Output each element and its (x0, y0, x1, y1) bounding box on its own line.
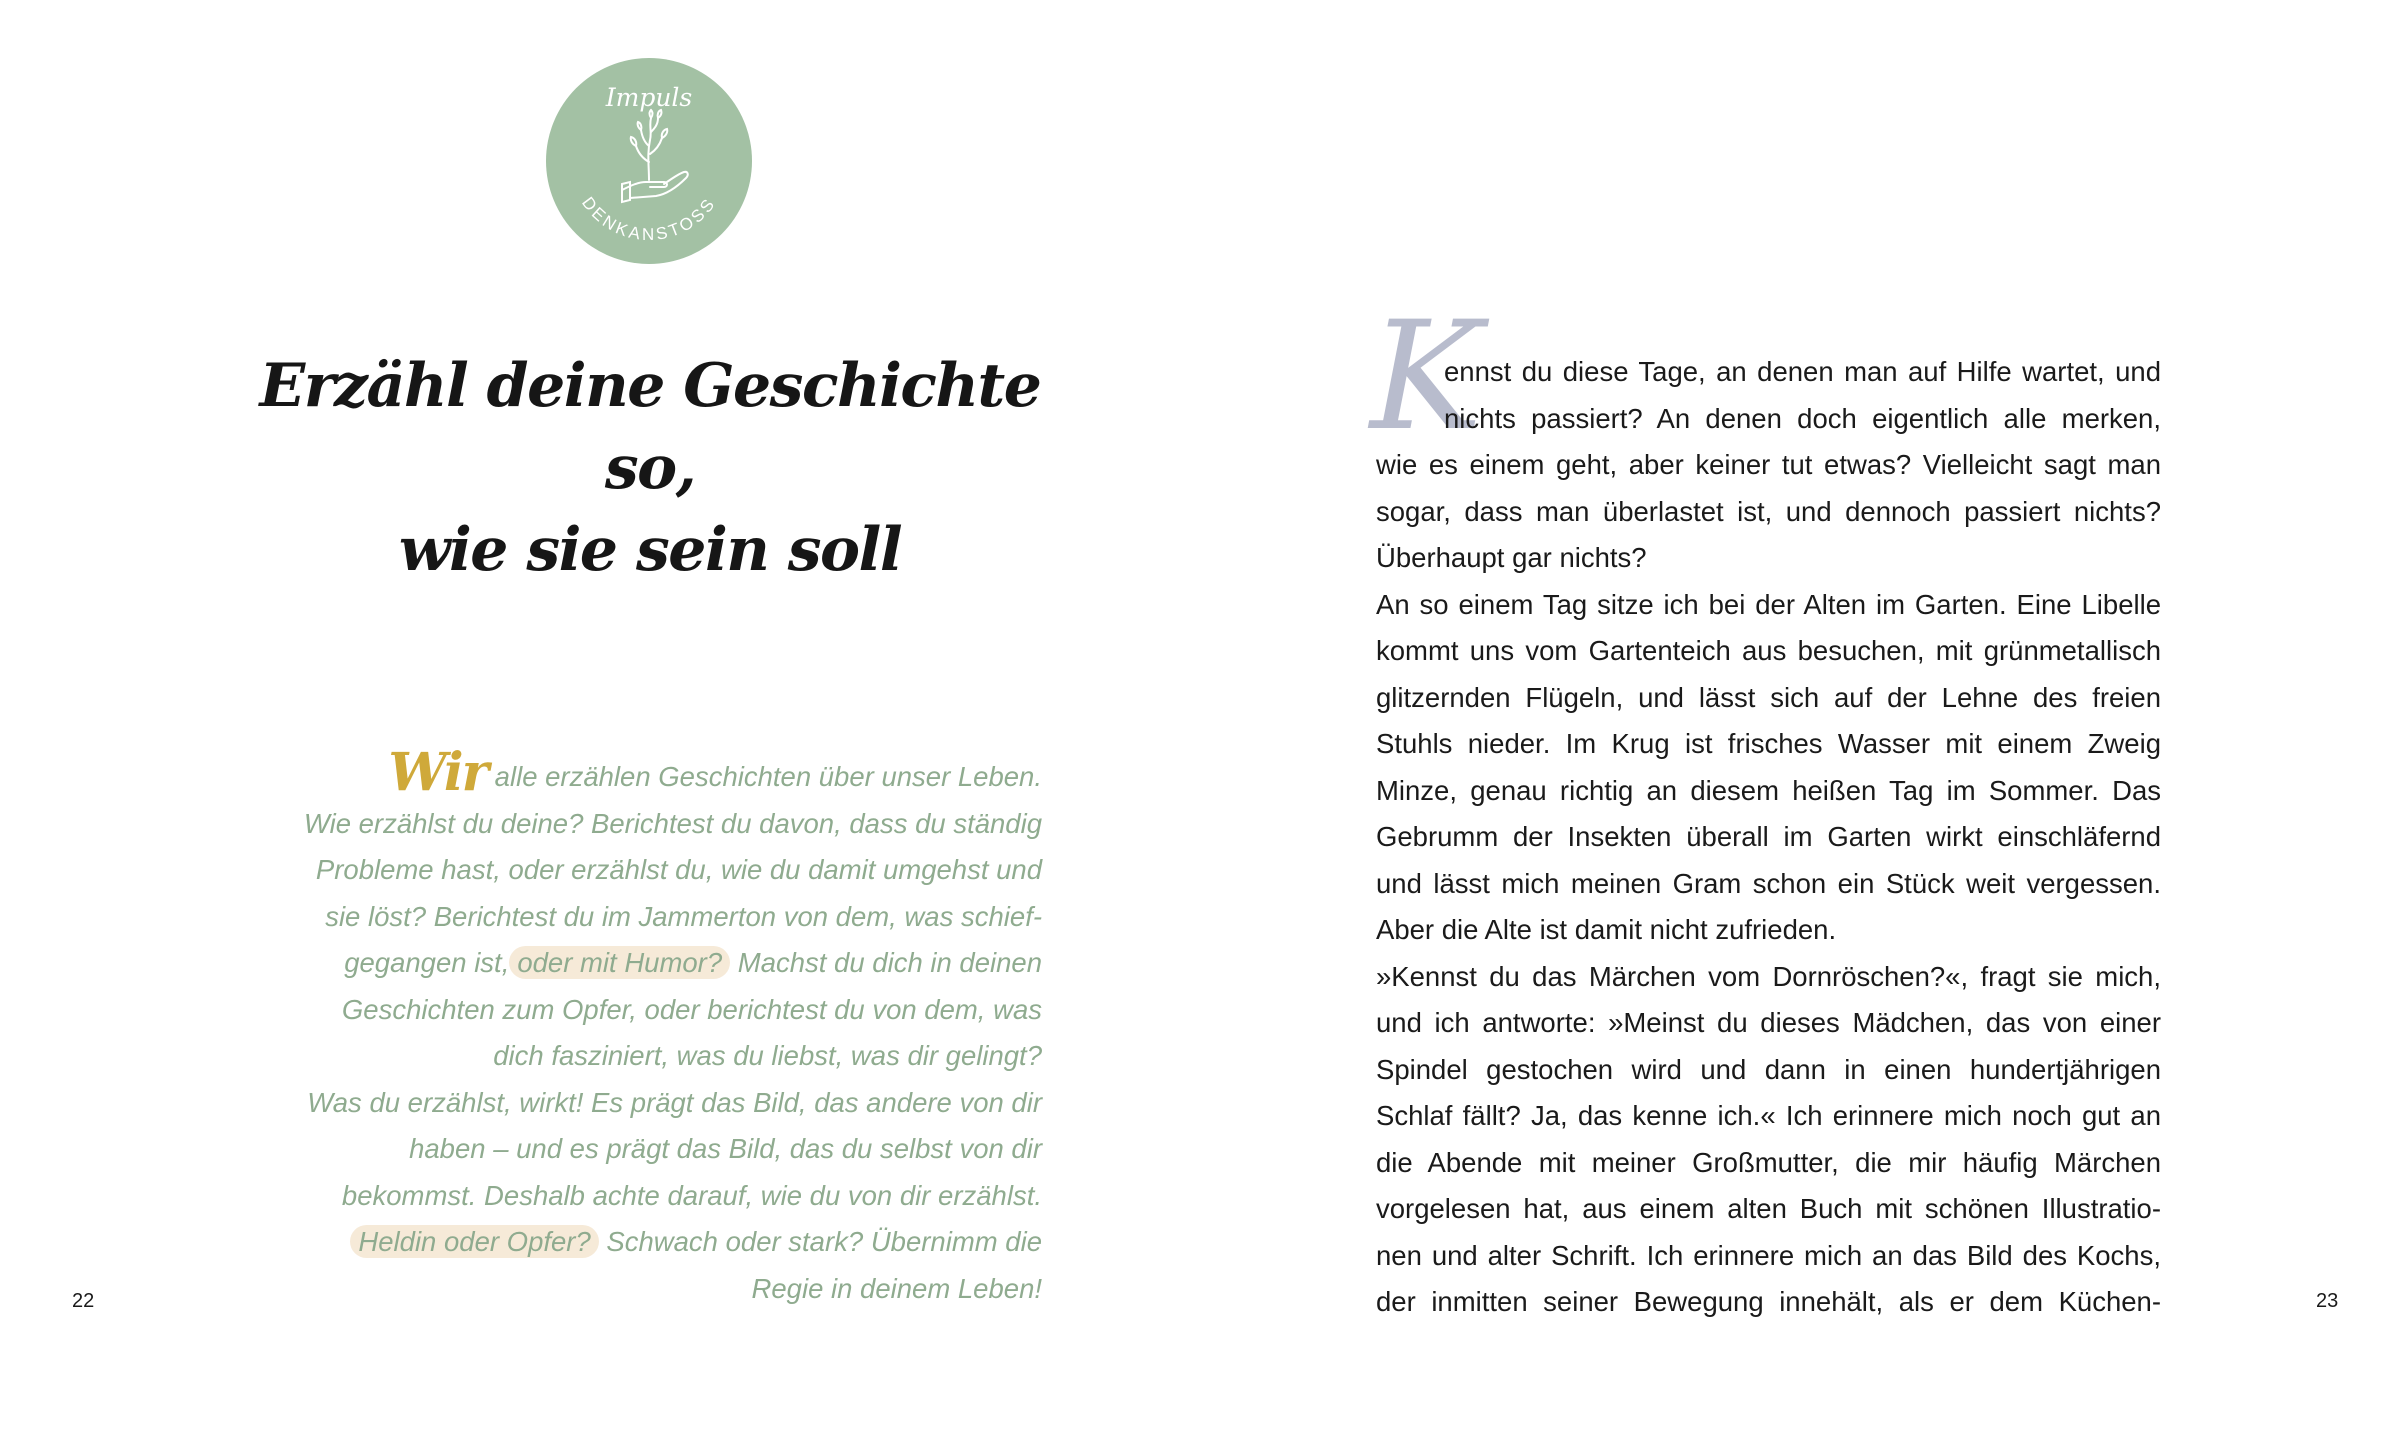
page-number-right: 23 (2316, 1290, 2339, 1312)
story-line: Schlaf fällt? Ja, das kenne ich.« Ich erinnere mich noch gut an (1376, 1100, 2161, 1131)
intro-line: Was du erzählst, wirkt! Es prägt das Bild, das andere von dir (307, 1086, 1042, 1118)
badge-top-label: Impuls (605, 83, 693, 112)
story-line: Stuhls nieder. Im Krug ist frisches Wasser mit einem Zweig (1376, 728, 2161, 759)
story-line: nen und alter Schrift. Ich erinnere mich an das Bild des Kochs, (1376, 1239, 2161, 1271)
story-line: Aber die Alte ist damit nicht zufrieden. (1376, 914, 1837, 945)
story-line: »Kennst du das Märchen vom Dornröschen?«, fragt sie mich, (1376, 960, 2161, 992)
headline-line-2: wie sie sein soll (398, 515, 902, 585)
story-line: Gebrumm der Insekten überall im Garten wirkt einschläfernd (1376, 821, 2161, 852)
highlight-humor: oder mit Humor? (509, 946, 730, 979)
story-line: kommt uns vom Gartenteich aus besuchen, mit grünmetallisch (1376, 635, 2161, 666)
drop-cap: K (1370, 290, 1483, 464)
story-text (1376, 349, 2161, 1326)
story-line: und lässt mich meinen Gram schon ein Stück weit vergessen. (1376, 867, 2161, 899)
story-line: wie es einem geht, aber keiner tut etwas? Vielleicht sagt man (1376, 449, 2161, 480)
intro-line: Probleme hast, oder erzählst du, wie du damit umgehst und (315, 854, 1042, 885)
page-number-left: 22 (72, 1290, 95, 1312)
intro-line: sie löst? Berichtest du im Jammerton von dem, was schief- (325, 900, 1042, 932)
story-line: An so einem Tag sitze ich bei der Alten im Garten. Eine Libelle (1376, 588, 2161, 620)
intro-line: Geschichten zum Opfer, oder berichtest du von dem, was (341, 993, 1042, 1025)
story-line: vorgelesen hat, aus einem alten Buch mit schönen Illustratio- (1376, 1193, 2161, 1224)
story-line: nichts passiert? An denen doch eigentlich alle merken, (1444, 402, 2161, 434)
headline-line-1: Erzähl deine Geschichte so, (259, 351, 1041, 503)
story-line: und ich antworte: »Meinst du dieses Mädchen, das von einer (1376, 1007, 2161, 1038)
badge-ring-label: DENKANSTOSS (578, 193, 720, 245)
story-line: der inmitten seiner Bewegung innehält, als er dem Küchen- (1376, 1286, 2161, 1317)
intro-text: alle erzählen Geschichten über unser Leben. (487, 761, 1042, 792)
story-line: Überhaupt gar nichts? (1376, 542, 1647, 573)
sprout-in-hand-icon (546, 58, 752, 264)
intro-text: Machst du dich in deinen (730, 947, 1042, 978)
highlight-heldin: Heldin oder Opfer? (350, 1225, 598, 1258)
intro-line: Regie in deinem Leben! (751, 1272, 1042, 1304)
story-line: glitzernden Flügeln, und lässt sich auf der Lehne des freien (1376, 681, 2161, 713)
intro-line: dich fasziniert, was du liebst, was dir gelingt? (493, 1040, 1042, 1071)
intro-line: bekommst. Deshalb achte darauf, wie du von dir erzählst. (341, 1179, 1042, 1211)
intro-line (250, 1219, 1042, 1266)
story-line: sogar, dass man überlastet ist, und dennoch passiert nichts? (1376, 495, 2161, 527)
intro-text: gegangen ist, (344, 947, 510, 978)
svg-text:DENKANSTOSS (578, 193, 720, 244)
story-line: Minze, genau richtig an diesem heißen Tag im Sommer. Das (1376, 774, 2161, 806)
intro-text: Schwach oder stark? Übernimm die (598, 1226, 1042, 1257)
story-line: ennst du diese Tage, an denen man auf Hilfe wartet, und (1444, 356, 2161, 387)
intro-paragraph (250, 742, 1042, 1312)
intro-line: Wie erzählst du deine? Berichtest du davon, dass du ständig (303, 807, 1042, 839)
page-headline (250, 345, 1050, 591)
story-line: die Abende mit meiner Großmutter, die mir häufig Märchen (1376, 1146, 2161, 1178)
story-line: Spindel gestochen wird und dann in einen hundertjährigen (1376, 1053, 2161, 1085)
intro-initial: Wir (388, 742, 488, 803)
intro-line (250, 742, 1042, 803)
intro-line (250, 940, 1042, 987)
impuls-badge (546, 58, 752, 264)
intro-line: haben – und es prägt das Bild, das du selbst von dir (409, 1133, 1042, 1164)
